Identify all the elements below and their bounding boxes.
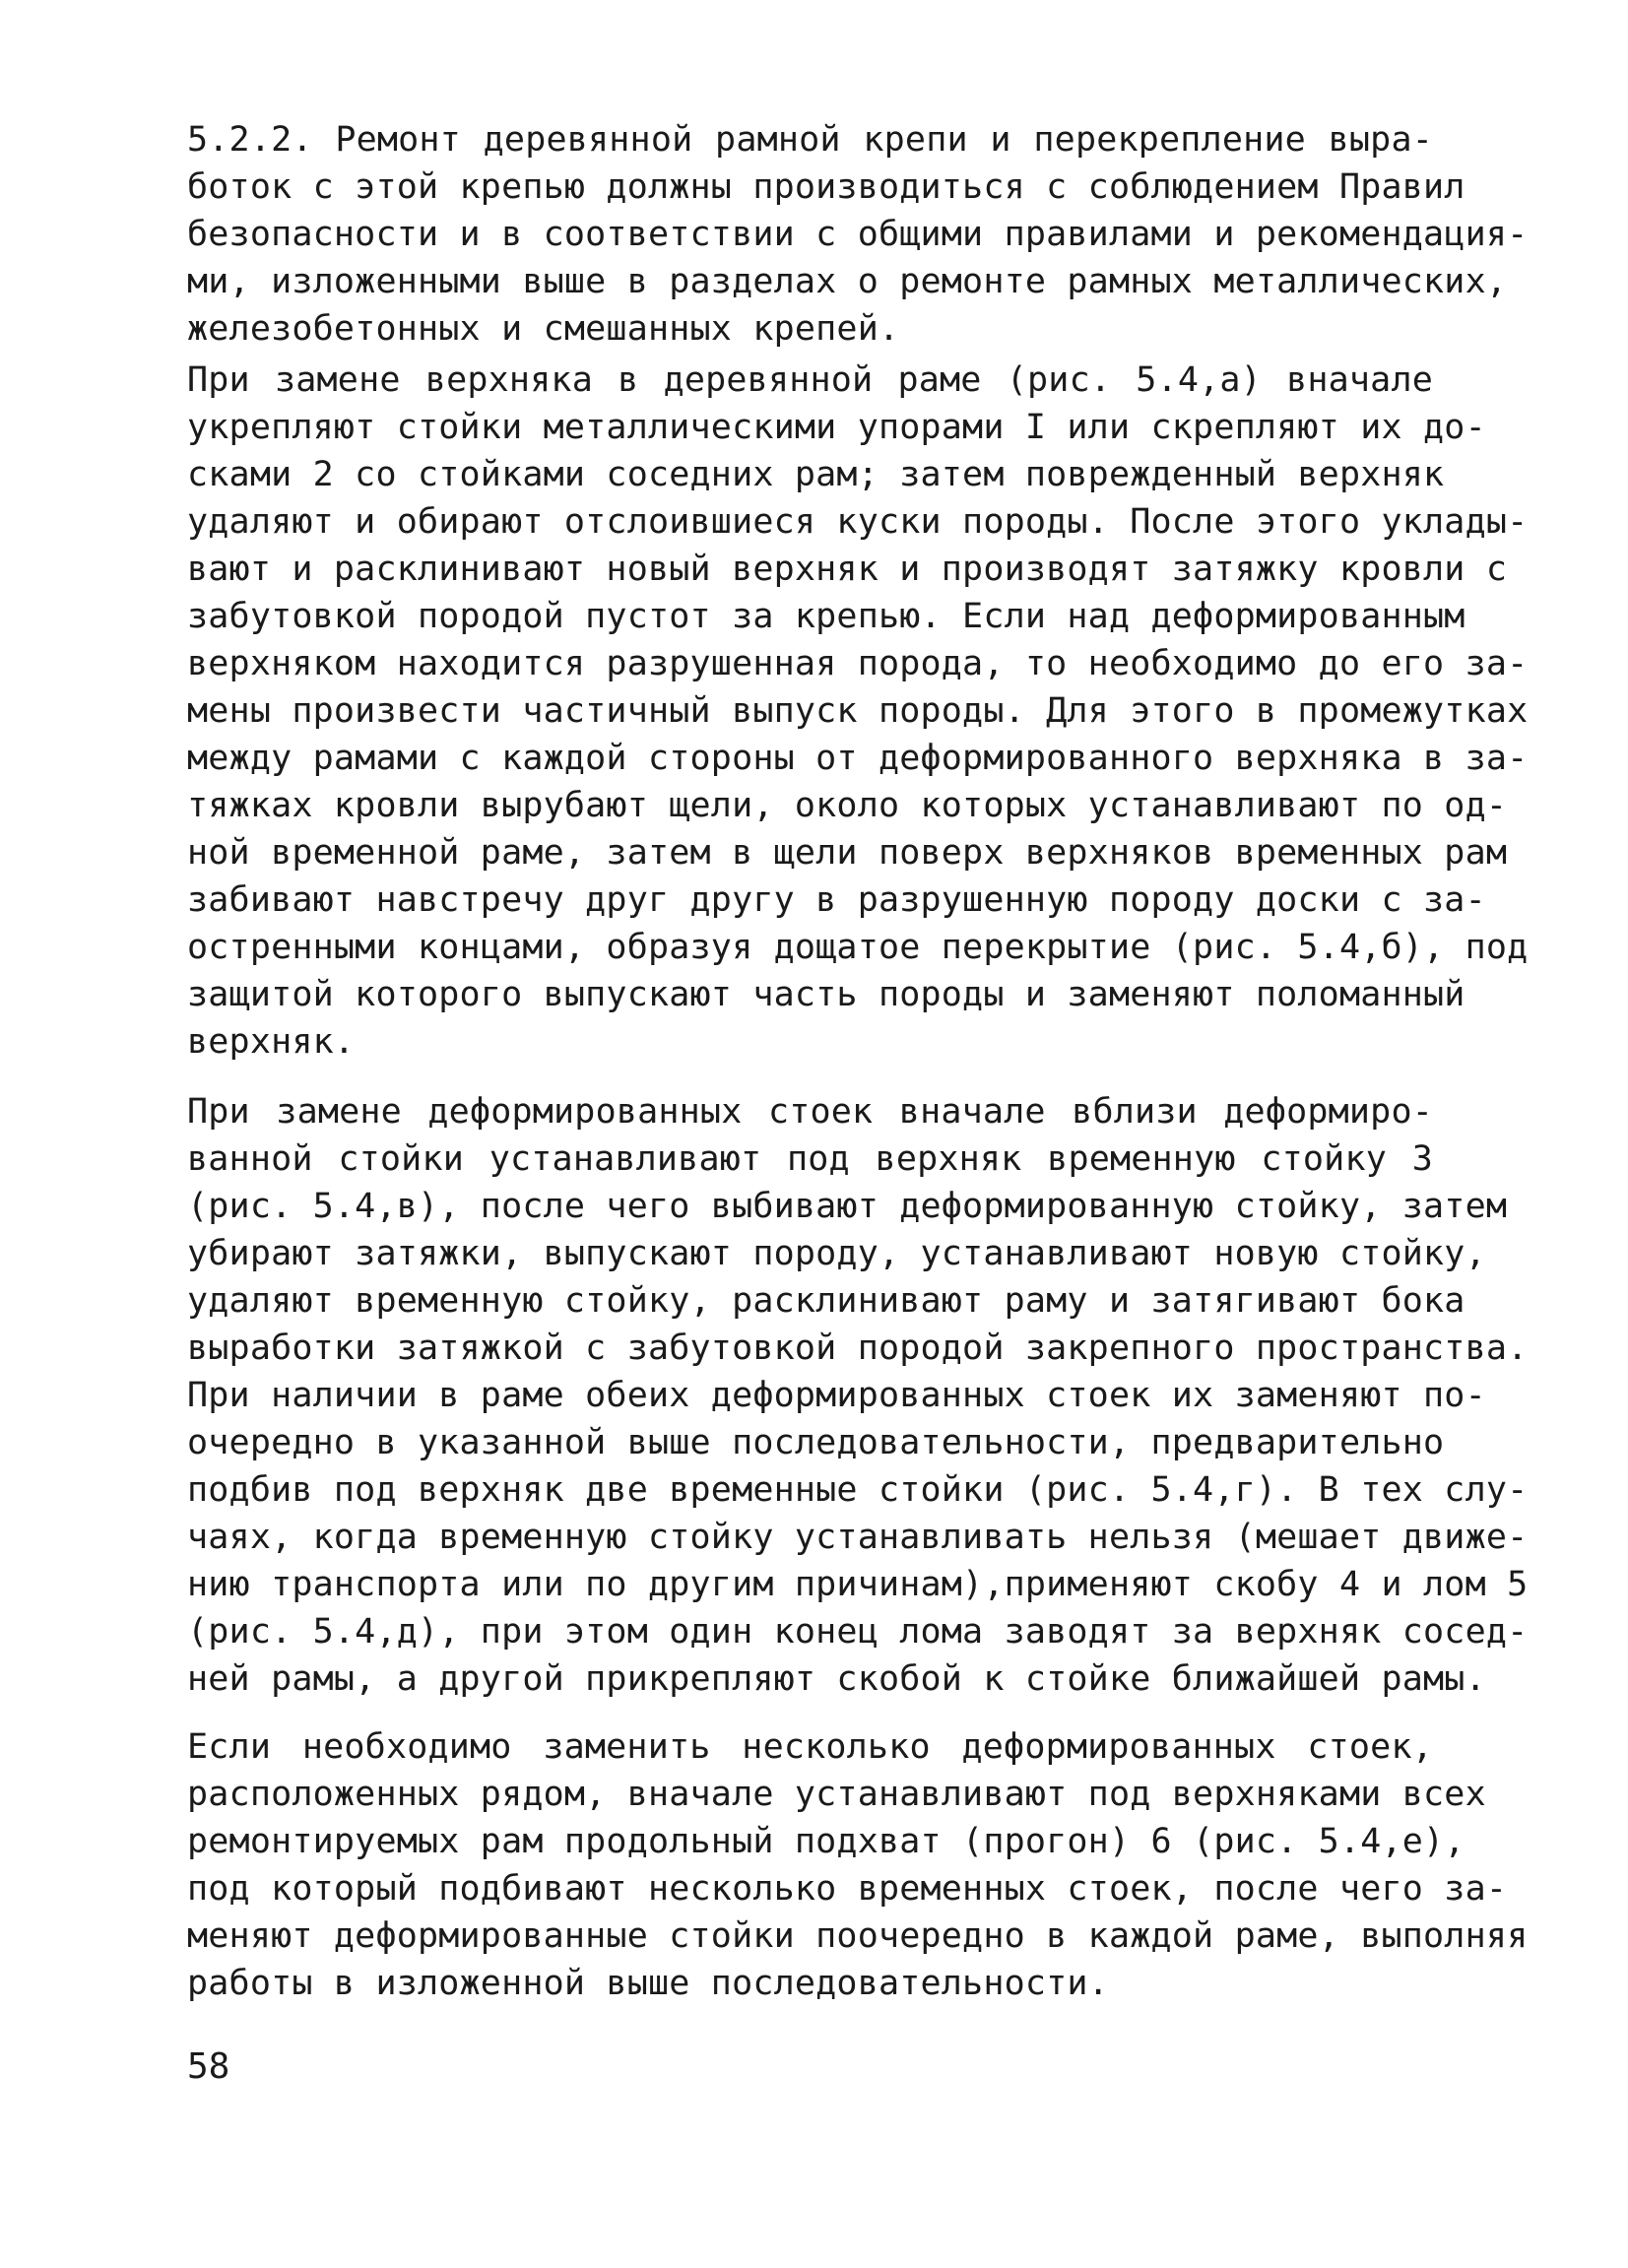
text-line: выработки затяжкой с забутовкой породой закрепного пространства. — [187, 1328, 1529, 1368]
text-line: При наличии в раме обеих деформированных стоек их заменяют по- — [187, 1376, 1486, 1415]
text-line: 5.2.2. Ремонт деревянной рамной крепи и перекрепление выра- — [187, 120, 1433, 160]
text-line: безопасности и в соответствии с общими правилами и рекомендация- — [187, 215, 1529, 254]
text-line: работы в изложенной выше последовательности. — [187, 1964, 1109, 2003]
text-line: остренными концами, образуя дощатое перекрытие (рис. 5.4,б), под — [187, 928, 1529, 967]
text-line: подбив под верхняк две временные стойки (рис. 5.4,г). В тех слу- — [187, 1470, 1529, 1510]
text-line: верхняком находится разрушенная порода, то необходимо до его за- — [187, 644, 1529, 683]
text-line: Если необходимо заменить несколько деформированных стоек, — [187, 1727, 1433, 1767]
text-line: (рис. 5.4,в), после чего выбивают деформированную стойку, затем — [187, 1187, 1508, 1226]
text-line: мены произвести частичный выпуск породы. Для этого в промежутках — [187, 691, 1529, 731]
text-line: ремонтируемых рам продольный подхват (прогон) 6 (рис. 5.4,е), — [187, 1822, 1465, 1861]
text-line: очередно в указанной выше последовательности, предварительно — [187, 1423, 1445, 1462]
text-line: При замене деформированных стоек вначале вблизи деформиро- — [187, 1092, 1433, 1132]
text-line: укрепляют стойки металлическими упорами I или скрепляют их до- — [187, 408, 1486, 447]
paragraph-replace-top-beam — [187, 356, 1529, 1066]
text-line: ней рамы, а другой прикрепляют скобой к стойке ближайшей рамы. — [187, 1659, 1486, 1699]
text-line: вают и расклинивают новый верхняк и производят затяжку кровли с — [187, 550, 1508, 589]
paragraph-5-2-2 — [187, 116, 1529, 353]
text-line: меняют деформированные стойки поочередно в каждой раме, выполняя — [187, 1916, 1529, 1956]
text-line: чаях, когда временную стойку устанавливать нельзя (мешает движе- — [187, 1518, 1529, 1557]
text-line: боток с этой крепью должны производиться с соблюдением Правил — [187, 167, 1465, 207]
text-line: ванной стойки устанавливают под верхняк временную стойку 3 — [187, 1139, 1433, 1179]
text-line: ми, изложенными выше в разделах о ремонте рамных металлических, — [187, 262, 1508, 301]
text-line: При замене верхняка в деревянной раме (рис. 5.4,а) вначале — [187, 360, 1433, 400]
text-line: верхняк. — [187, 1022, 356, 1062]
text-line: удаляют и обирают отслоившиеся куски породы. После этого уклады- — [187, 502, 1529, 542]
text-line: тяжках кровли вырубают щели, около которых устанавливают по од- — [187, 786, 1508, 825]
page-number: 58 — [187, 2046, 230, 2087]
text-line: сками 2 со стойками соседних рам; затем поврежденный верхняк — [187, 455, 1445, 494]
paragraph-replace-posts — [187, 1088, 1529, 1703]
text-line: под который подбивают несколько временных стоек, после чего за- — [187, 1869, 1508, 1909]
text-line: нию транспорта или по другим причинам),применяют скобу 4 и лом 5 — [187, 1565, 1529, 1604]
text-line: защитой которого выпускают часть породы и заменяют поломанный — [187, 975, 1465, 1014]
text-line: расположенных рядом, вначале устанавливают под верхняками всех — [187, 1775, 1486, 1814]
text-line: удаляют временную стойку, расклинивают раму и затягивают бока — [187, 1281, 1465, 1321]
text-line: забутовкой породой пустот за крепью. Если над деформированным — [187, 597, 1465, 636]
text-line: забивают навстречу друг другу в разрушенную породу доски с за- — [187, 880, 1486, 920]
text-line: ной временной раме, затем в щели поверх верхняков временных рам — [187, 833, 1508, 873]
text-line: железобетонных и смешанных крепей. — [187, 309, 900, 349]
text-line: (рис. 5.4,д), при этом один конец лома заводят за верхняк сосед- — [187, 1612, 1529, 1652]
text-line: убирают затяжки, выпускают породу, устанавливают новую стойку, — [187, 1234, 1486, 1273]
text-line: между рамами с каждой стороны от деформированного верхняка в за- — [187, 739, 1529, 778]
paragraph-replace-several-posts — [187, 1723, 1529, 2007]
